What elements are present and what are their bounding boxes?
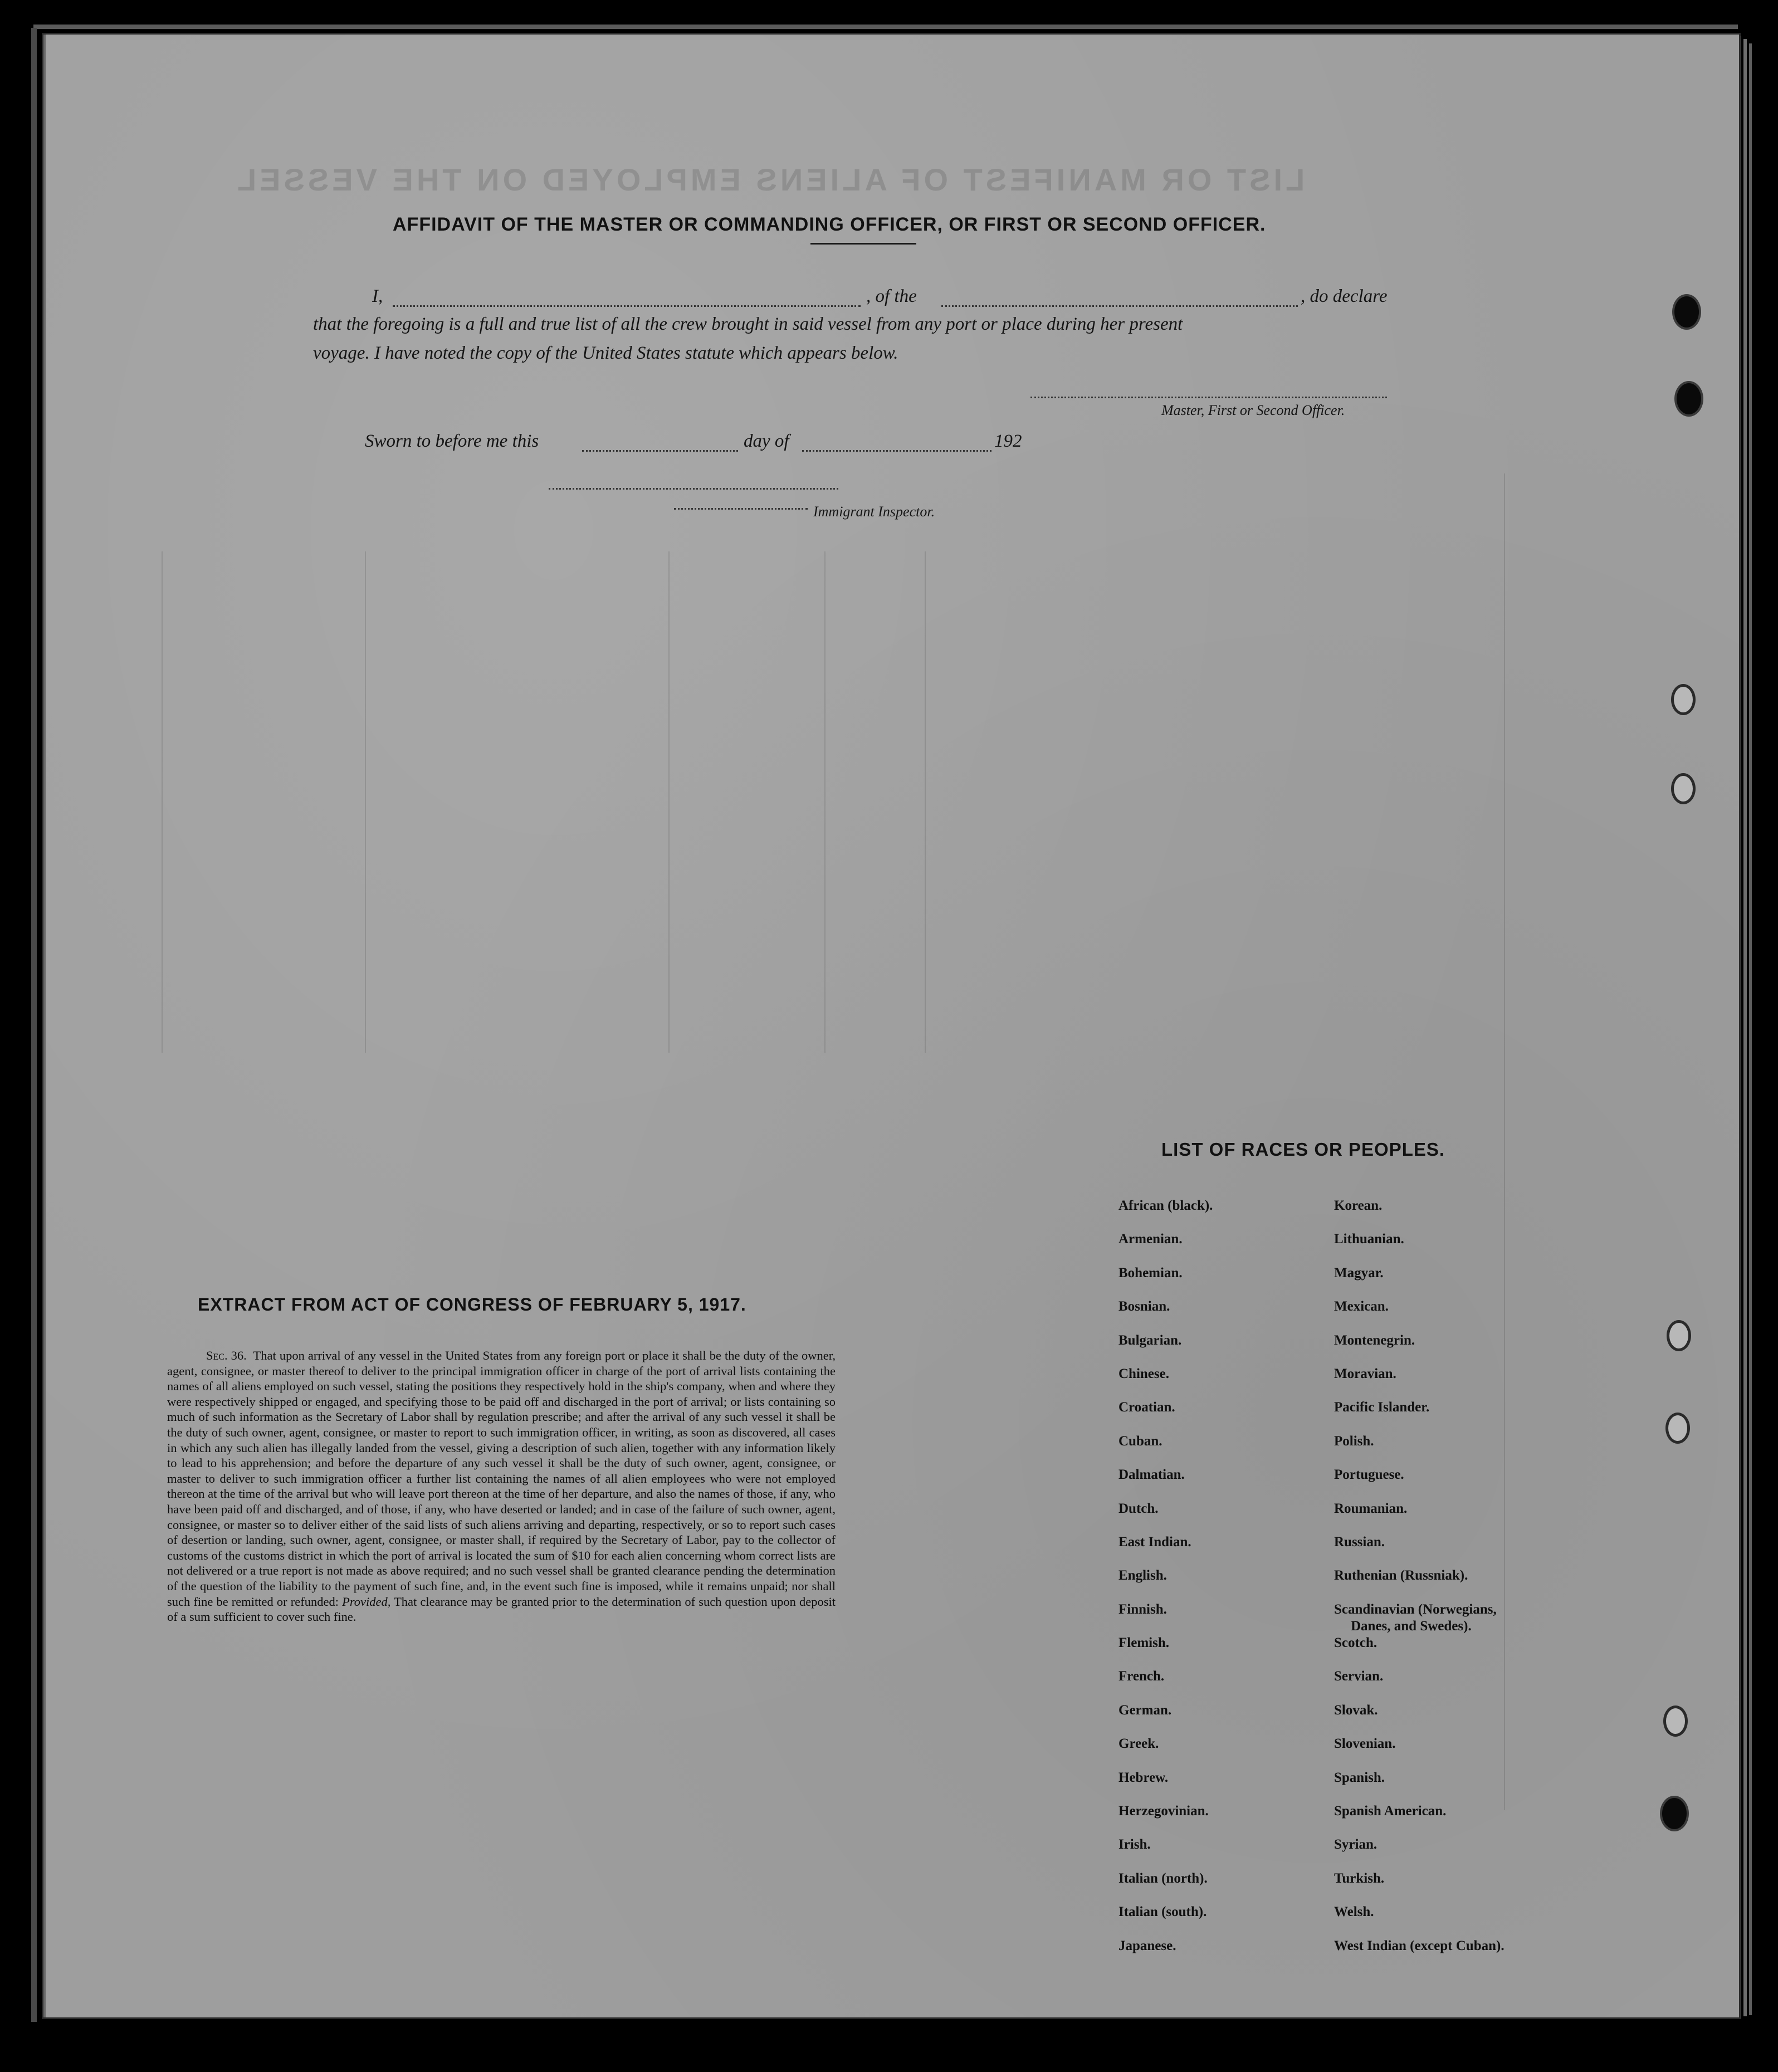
- race-item: Slovak.: [1334, 1702, 1378, 1718]
- race-item: Cuban.: [1118, 1433, 1162, 1449]
- section-label: Sec. 36.: [206, 1348, 247, 1362]
- punch-hole: [1665, 1413, 1690, 1444]
- race-item: Slovenian.: [1334, 1736, 1396, 1752]
- race-item: French.: [1118, 1669, 1165, 1684]
- race-item: German.: [1118, 1702, 1172, 1718]
- races-right-column: [1334, 1198, 1505, 1971]
- bleed-through-text: LIST OR MANIFEST OF ALIENS EMPLOYED ON THE VESSEL: [234, 162, 1305, 197]
- bleed-through-rule: [925, 551, 926, 1053]
- extract-tail-text: That clearance may be granted prior to the determination of such question upon deposit of a sum sufficient to cover such fine.: [167, 1594, 836, 1624]
- bleed-through-rule: [668, 551, 670, 1053]
- bleed-through-rule: [365, 551, 366, 1053]
- race-item: African (black).: [1118, 1198, 1213, 1213]
- affidavit-line-2: that the foregoing is a full and true list of all the crew brought in said vessel from any port or place during her present: [313, 314, 1183, 334]
- declare-of-the: , of the: [866, 286, 917, 306]
- race-item: Croatian.: [1118, 1400, 1175, 1415]
- affidavit-title: AFFIDAVIT OF THE MASTER OR COMMANDING OFFICER, OR FIRST OR SECOND OFFICER.: [393, 214, 1266, 235]
- race-item: Bohemian.: [1118, 1265, 1183, 1281]
- paper-edge-right: [1743, 39, 1747, 2016]
- punch-hole: [1677, 383, 1701, 414]
- race-item: Hebrew.: [1118, 1770, 1169, 1785]
- punch-hole: [1671, 684, 1696, 715]
- sworn-day-blank[interactable]: [582, 450, 738, 452]
- race-item: Welsh.: [1334, 1904, 1374, 1920]
- master-signature-label: Master, First or Second Officer.: [1161, 402, 1345, 418]
- sworn-prefix: Sworn to before me this: [365, 431, 539, 451]
- paper-edge-right: [1749, 43, 1752, 2015]
- vessel-blank-line[interactable]: [941, 305, 1298, 307]
- extract-body: [167, 1348, 836, 1625]
- inspector-signature-line[interactable]: [549, 488, 838, 490]
- paper-edge-left: [31, 28, 37, 2022]
- sworn-year: 192: [994, 431, 1022, 451]
- punch-hole: [1674, 296, 1699, 328]
- race-item: English.: [1118, 1568, 1167, 1584]
- race-item: Ruthenian (Russniak).: [1334, 1568, 1468, 1584]
- race-item: Turkish.: [1334, 1870, 1385, 1886]
- race-item: Lithuanian.: [1334, 1232, 1404, 1247]
- title-underline: [810, 243, 916, 245]
- provided-label: Provided,: [342, 1594, 391, 1609]
- sworn-month-blank[interactable]: [802, 450, 991, 452]
- punch-hole: [1671, 773, 1696, 804]
- race-item: Italian (south).: [1118, 1904, 1207, 1920]
- race-item: Montenegrin.: [1334, 1332, 1415, 1348]
- race-item: Armenian.: [1118, 1232, 1183, 1247]
- punch-hole: [1662, 1798, 1687, 1829]
- race-item: Chinese.: [1118, 1366, 1169, 1381]
- race-item: Greek.: [1118, 1736, 1159, 1752]
- race-item: East Indian.: [1118, 1534, 1191, 1550]
- race-item: Herzegovinian.: [1118, 1804, 1209, 1819]
- master-signature-line[interactable]: [1030, 397, 1387, 398]
- race-item: Servian.: [1334, 1669, 1384, 1684]
- inspector-signature-line-2[interactable]: [674, 508, 808, 510]
- declare-i: I,: [372, 286, 383, 306]
- race-item: Bulgarian.: [1118, 1332, 1182, 1348]
- extract-main-text: That upon arrival of any vessel in the United States from any foreign port or place it shall be the duty of the owner, agent, consignee, or master thereof to deliver to the principal immigration officer in charge of the port of arrival lists containing the names of all aliens employed on such vessel, stating the positions they respectively hold in the ship's company, when and where they were respectively shipped or engaged, and specifying those to be paid off and discharged in the port of arrival; or lists containing so much of such information as the Secretary of Labor shall by regulation prescribe; and after the arrival of any such vessel it shall be the duty of such owner, agent, consignee, or master to report to such immigration officer, in writing, as soon as discovered, all cases in which any such alien has illegally landed from the vessel, giving a description of such alien, together with any information likely to lead to his apprehension; and before the departure of any such vessel it shall be the duty of such owner, agent, consignee, or master to deliver to such immigration officer a further list containing the names of all alien employees who were not employed thereon at the time of the arrival but who will leave port thereon at the time of her departure, and also the names of those, if any, who have been paid off and discharged, and of those, if any, who have deserted or landed; and in case of the failure of such owner, agent, consignee, or master so to deliver either of the said lists of such aliens arriving and departing, respectively, or so to report such cases of desertion or landing, such owner, agent, consignee, or master shall, if required by the Secretary of Labor, pay to the collector of customs of the customs district in which the port of arrival is located the sum of $10 for each alien concerning whom correct lists are not delivered or a true report is not made as above required; and no such vessel shall be granted clearance pending the determination of the question of the liability to the payment of such fine, and, in the event such fine is imposed, while it remains unpaid; nor shall such fine be remitted or refunded:: [167, 1348, 836, 1609]
- race-item: Portuguese.: [1334, 1467, 1404, 1483]
- race-item: Irish.: [1118, 1837, 1151, 1853]
- name-blank-line[interactable]: [393, 305, 861, 307]
- sworn-day-of: day of: [744, 431, 789, 451]
- race-item: Flemish.: [1118, 1635, 1169, 1651]
- race-item: Finnish.: [1118, 1601, 1167, 1617]
- paper-edge-top: [33, 25, 1738, 29]
- race-item: Scandinavian (Norwegians,: [1334, 1601, 1497, 1617]
- race-item: West Indian (except Cuban).: [1334, 1938, 1505, 1953]
- race-item: Danes, and Swedes).: [1351, 1618, 1472, 1634]
- race-item: Polish.: [1334, 1433, 1374, 1449]
- race-item: Moravian.: [1334, 1366, 1396, 1381]
- declare-tail: , do declare: [1301, 286, 1388, 306]
- affidavit-line-3: voyage. I have noted the copy of the United States statute which appears below.: [313, 343, 898, 363]
- race-item: Magyar.: [1334, 1265, 1384, 1281]
- race-item: Scotch.: [1334, 1635, 1378, 1651]
- races-title: LIST OF RACES OR PEOPLES.: [1161, 1139, 1445, 1160]
- race-item: Spanish American.: [1334, 1804, 1447, 1819]
- punch-hole: [1667, 1320, 1691, 1351]
- race-item: Korean.: [1334, 1198, 1383, 1213]
- race-item: Syrian.: [1334, 1837, 1378, 1853]
- extract-title: EXTRACT FROM ACT OF CONGRESS OF FEBRUARY 5, 1917.: [198, 1294, 746, 1314]
- race-item: Russian.: [1334, 1534, 1385, 1550]
- races-left-column: [1118, 1198, 1213, 1971]
- inspector-label: Immigrant Inspector.: [813, 504, 935, 520]
- race-item: Japanese.: [1118, 1938, 1176, 1953]
- race-item: Spanish.: [1334, 1770, 1385, 1785]
- race-item: Dalmatian.: [1118, 1467, 1185, 1483]
- race-item: Pacific Islander.: [1334, 1400, 1430, 1415]
- race-item: Mexican.: [1334, 1299, 1389, 1314]
- race-item: Bosnian.: [1118, 1299, 1170, 1314]
- bleed-through-rule: [162, 551, 163, 1053]
- bleed-through-rule: [824, 551, 825, 1053]
- race-item: Dutch.: [1118, 1501, 1159, 1516]
- race-item: Italian (north).: [1118, 1870, 1208, 1886]
- punch-hole: [1663, 1706, 1688, 1737]
- race-item: Roumanian.: [1334, 1501, 1408, 1516]
